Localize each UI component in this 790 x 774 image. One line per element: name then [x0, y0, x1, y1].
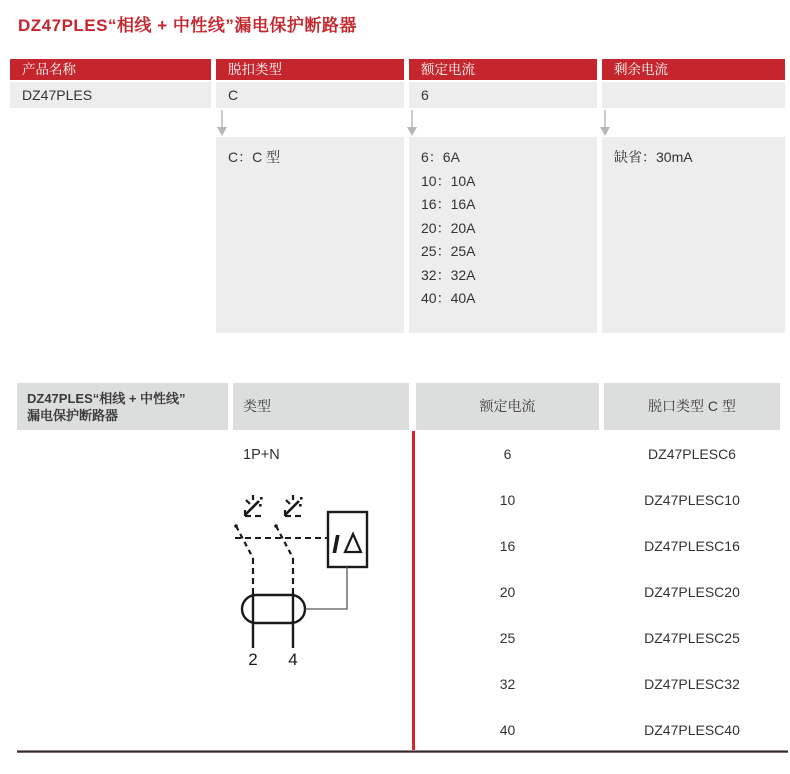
model-header-product-line2: 漏电保护断路器 [27, 408, 119, 423]
trip-type-options [216, 137, 404, 333]
current-transformer [242, 595, 305, 623]
spec-header-product-name: 产品名称 [10, 59, 211, 80]
row-current: 20 [499, 584, 516, 600]
row-current: 6 [503, 446, 512, 462]
current-option: 6：6A [421, 149, 460, 165]
row-model: DZ47PLESC10 [644, 492, 740, 508]
terminal-label: 4 [288, 650, 298, 669]
residual-symbol-i: I [332, 529, 340, 559]
trip-type-option: C：C 型 [228, 149, 281, 165]
current-option: 40：40A [421, 290, 476, 306]
rated-current-options [409, 137, 597, 333]
row-current: 10 [499, 492, 516, 508]
row-model: DZ47PLESC32 [644, 676, 740, 692]
row-current: 32 [499, 676, 516, 692]
row-current: 16 [499, 538, 516, 554]
spec-header-rated-current: 额定电流 [409, 59, 597, 80]
residual-current-option: 缺省：30mA [614, 149, 693, 165]
lever-line [276, 526, 293, 558]
table-row [416, 569, 780, 615]
circuit-diagram [225, 485, 375, 670]
residual-current-options [602, 137, 785, 333]
table-row [416, 523, 780, 569]
table-row [416, 615, 780, 661]
red-divider-line [412, 431, 415, 752]
page-title: DZ47PLES“相线 + 中性线”漏电保护断路器 [18, 16, 357, 35]
spec-value-trip-type: C [216, 82, 404, 108]
spec-header-trip-type: 脱扣类型 [216, 59, 404, 80]
down-arrow-icon [598, 110, 612, 136]
current-option: 25：25A [421, 243, 476, 259]
lever-line [236, 526, 253, 558]
current-option: 16：16A [421, 196, 476, 212]
current-option: 20：20A [421, 219, 476, 236]
row-model: DZ47PLESC16 [644, 538, 740, 554]
spec-value-product-name: DZ47PLES [10, 82, 211, 108]
spec-value-rated-current: 6 [409, 82, 597, 108]
spec-header-residual-current: 剩余电流 [602, 59, 785, 80]
detector-connector-line [305, 567, 347, 609]
current-option: 32：32A [421, 266, 476, 283]
breaker-contact-icon [285, 495, 303, 516]
table-row [416, 707, 780, 753]
table-row [416, 431, 780, 477]
current-option: 10：10A [421, 172, 476, 189]
row-model: DZ47PLESC20 [644, 584, 740, 600]
row-model: DZ47PLESC40 [644, 722, 740, 738]
model-header-product [17, 383, 228, 430]
row-model: DZ47PLESC6 [648, 446, 736, 462]
table-row [416, 477, 780, 523]
pole-type-label: 1P+N [243, 447, 280, 463]
breaker-contact-icon [245, 495, 263, 516]
row-current: 40 [499, 722, 516, 738]
bottom-rule [17, 750, 788, 753]
row-current: 25 [499, 630, 516, 646]
spec-value-residual-current [602, 82, 785, 108]
down-arrow-icon [215, 110, 229, 136]
table-row [416, 661, 780, 707]
row-model: DZ47PLESC25 [644, 630, 740, 646]
model-header-type: 类型 [233, 383, 409, 430]
model-header-product-line1: DZ47PLES“相线 + 中性线” [27, 391, 186, 406]
terminal-label: 2 [248, 650, 258, 669]
model-header-trip-type: 脱口类型 C 型 [604, 383, 780, 430]
model-header-rated-current: 额定电流 [416, 383, 599, 430]
down-arrow-icon [405, 110, 419, 136]
